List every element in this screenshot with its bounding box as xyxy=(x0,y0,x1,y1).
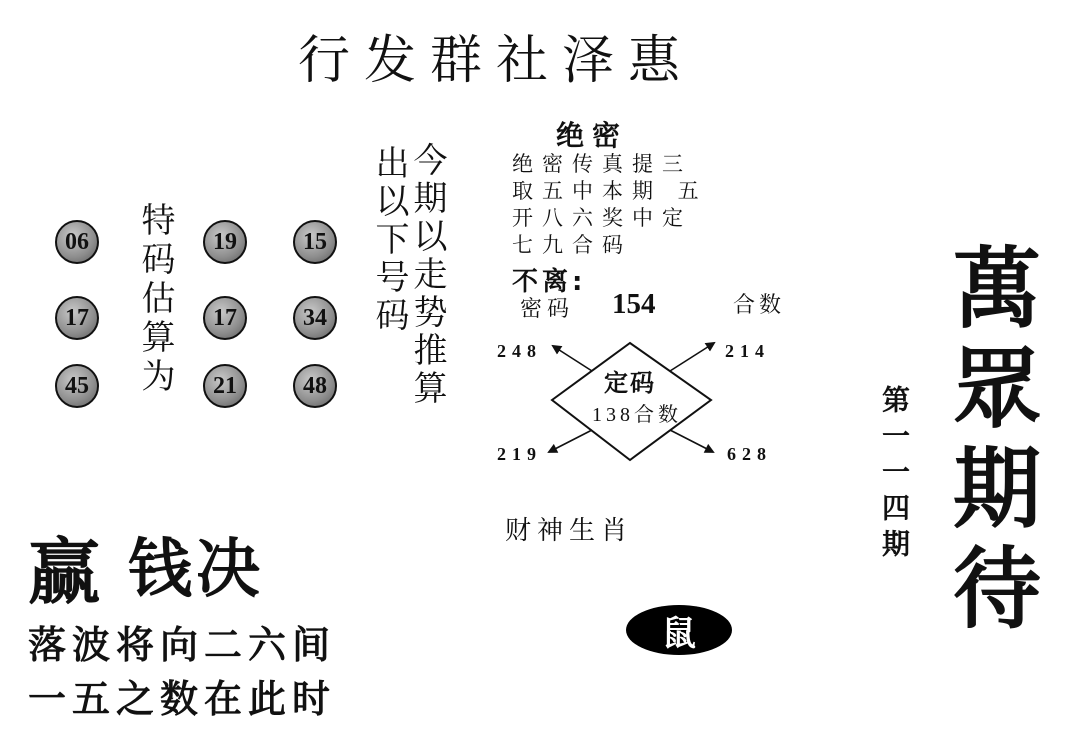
zodiac-animal: 鼠 xyxy=(662,613,696,654)
code-value: 154 xyxy=(612,288,656,320)
number-top-left: 248 xyxy=(497,341,542,361)
poem-title-big: 赢 xyxy=(28,529,101,614)
diamond-value: 138合数 xyxy=(592,404,682,426)
number-ball: 17 xyxy=(55,296,99,340)
number-ball: 34 xyxy=(293,296,337,340)
zodiac-badge xyxy=(626,605,732,655)
secret-line: 开八六奖中定 xyxy=(512,206,692,230)
number-ball: 06 xyxy=(55,220,99,264)
number-ball: 48 xyxy=(293,364,337,408)
number-bottom-right: 628 xyxy=(727,444,772,464)
number-bottom-left: 219 xyxy=(497,444,542,464)
number-ball: 45 xyxy=(55,364,99,408)
trend-column-1: 今期以走势推算 xyxy=(407,142,447,408)
slogan: 萬眾期待 xyxy=(939,242,1043,642)
number-ball: 15 xyxy=(293,220,337,264)
special-code-label: 特码估算为 xyxy=(135,202,175,397)
number-ball: 19 xyxy=(203,220,247,264)
issue-number: 第一一四期 xyxy=(878,385,911,565)
number-top-right: 214 xyxy=(725,341,770,361)
arrow-top-left xyxy=(553,346,592,371)
zodiac-label: 财神生肖 xyxy=(505,516,634,546)
poem-title-rest: 钱决 xyxy=(128,532,264,607)
secret-line: 取五中本期 五 xyxy=(512,179,708,203)
code-label: 密码 xyxy=(520,297,575,322)
arrow-bottom-left xyxy=(549,430,592,452)
number-ball: 21 xyxy=(203,364,247,408)
secret-heading: 绝密 xyxy=(556,119,629,152)
number-ball: 17 xyxy=(203,296,247,340)
secret-line: 绝密传真提三 xyxy=(512,152,692,176)
buli-label: 不离: xyxy=(512,267,587,297)
secret-line: 七九合码 xyxy=(512,233,632,257)
poem-line: 落波将向二六间 xyxy=(28,622,337,667)
arrow-top-right xyxy=(670,343,714,371)
sum-label: 合数 xyxy=(733,293,786,318)
poem-line: 一五之数在此时 xyxy=(28,676,337,721)
diamond-label: 定码 xyxy=(604,369,656,397)
trend-column-2: 出以下号码 xyxy=(369,145,409,335)
page-title: 行发群社泽惠 xyxy=(298,31,695,91)
arrow-bottom-right xyxy=(670,430,713,452)
